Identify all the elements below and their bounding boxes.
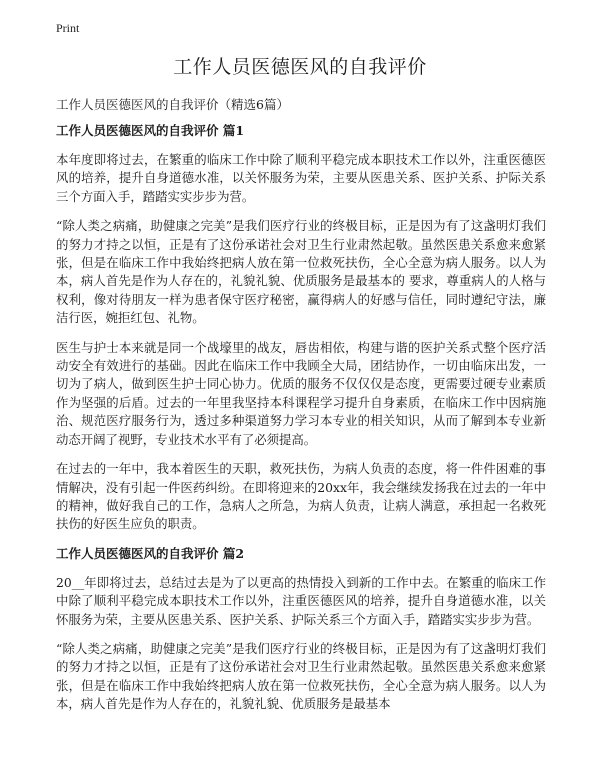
paragraph: 20__年即将过去，总结过去是为了以更高的热情投入到新的工作中去。在繁重的临床工作中除了顺利平稳完成本职技术工作以外，注重医德医风的培养，提升自身道德水准，以关怀服务为荣，主要从医患关系、医护关系、护际关系三个方面入手，踏踏实实步步为营。 [56,574,546,627]
print-link[interactable]: Print [56,21,80,35]
paragraph: 在过去的一年中，我本着医生的天职，救死扶伤，为病人负责的态度，将一件件困难的事情解决，没有引起一件医药纠纷。在即将迎来的20xx年，我会继续发扬我在过去的一年中的精神，做好我自己的工作，急病人之所急，为病人负责，让病人满意，承担起一名救死扶伤的好医生应负的职责。 [56,461,546,532]
section-1 [56,122,546,534]
section-2 [56,545,546,714]
paragraph: 医生与护士本来就是同一个战壕里的战友，唇齿相依，构建与谐的医护关系式整个医疗活动安全有效进行的基础。因此在临床工作中我顾全大局，团结协作，一切由临床出发，一切为了病人，做到医生护士同心协力。优质的服务不仅仅仅是态度，更需要过硬专业素质作为坚强的后盾。过去的一年里我坚持本科课程学习提升自身素质，在临床工作中因病施治、规范医疗服务行为，透过多种渠道努力学习本专业的相关知识，从而了解到本专业新动态开阔了视野，专业技术水平有了必须提高。 [56,339,546,447]
paragraph: “除人类之病痛，助健康之完美”是我们医疗行业的终极目标，正是因为有了这盏明灯我们的努力才持之以恒，正是有了这份承诺社会对卫生行业肃然起敬。虽然医患关系愈来愈紧张，但是在临床工作中我始终把病人放在第一位救死扶伤，全心全意为病人服务。以人为本，病人首先是作为人存在的，礼貌礼貌、优质服务是最基本 [56,640,546,712]
document-subtitle: 工作人员医德医风的自我评价（精选6篇） [56,97,289,112]
paragraph: 本年度即将过去，在繁重的临床工作中除了顺利平稳完成本职技术工作以外，注重医德医风的培养，提升自身道德水准，以关怀服务为荣，主要从医患关系、医护关系、护际关系三个方面入手，踏踏实实步步为营。 [56,152,546,204]
document-title: 工作人员医德医风的自我评价 [173,56,427,78]
section-heading: 工作人员医德医风的自我评价 篇1 [56,123,245,138]
section-heading: 工作人员医德医风的自我评价 篇2 [56,545,245,561]
paragraph: “除人类之病痛，助健康之完美”是我们医疗行业的终极目标，正是因为有了这盏明灯我们的努力才持之以恒，正是有了这份承诺社会对卫生行业肃然起敬。虽然医患关系愈来愈紧张，但是在临床工作中我始终把病人放在第一位救死扶伤，全心全意为病人服务。以人为本，病人首先是作为人存在的，礼貌礼貌、优质服务是最基本的 要求，尊重病人的人格与权利，像对待朋友一样为患者保守医疗秘密，赢得病人的好感与信任，同时遵纪守法，廉洁行医，婉拒红包、礼物。 [56,218,546,326]
document-body [56,122,546,725]
